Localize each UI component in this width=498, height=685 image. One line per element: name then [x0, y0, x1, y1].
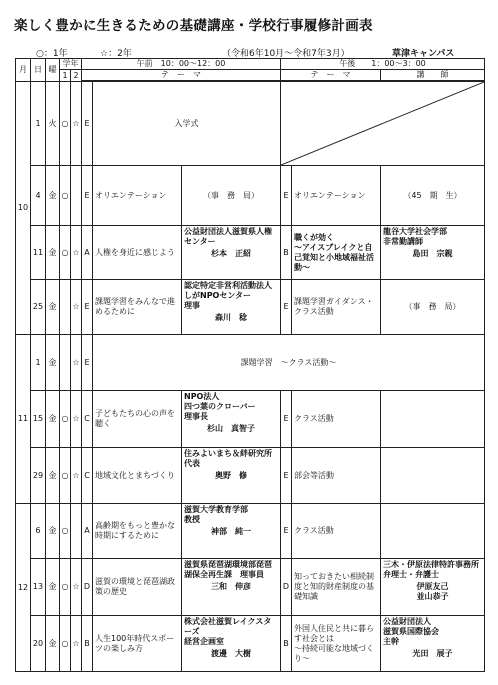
- period-range: （令和6年10月～令和7年3月）: [222, 49, 350, 59]
- table-row: [16, 616, 485, 672]
- grade2-mark: [71, 166, 82, 226]
- am-theme: 課題学習をみんなで進めるために: [93, 280, 182, 335]
- legend-year1: ○：1年: [36, 49, 68, 59]
- grade2-mark: ☆: [71, 82, 82, 166]
- pm-theme: クラス活動: [292, 391, 381, 448]
- pm-theme: 職くが効く ～アイスブレイクと自己覚知と小地域福祉活動～: [292, 226, 381, 280]
- lecturer-name: 伊原友己 並山恭子: [416, 582, 449, 601]
- category-code: E: [82, 166, 93, 226]
- pm-lecturer: [381, 448, 485, 504]
- weekday-cell: 金: [46, 166, 60, 226]
- empty-diagonal-cell: [281, 82, 485, 166]
- lecturer-org: 龍谷大学社会学部 非常勤講師: [383, 227, 447, 246]
- day-cell: 1: [31, 82, 46, 166]
- header-am: 午前 10：00～12：00: [82, 59, 281, 70]
- pm-lecturer: [381, 391, 485, 448]
- weekday-cell: 金: [46, 280, 60, 335]
- pm-lecturer: [381, 616, 485, 672]
- am-theme: 高齢期をもっと豊かな時期にするために: [93, 504, 182, 559]
- category-code: E: [82, 280, 93, 335]
- am-theme: 滋賀の環境と琵琶湖政策の歴史: [93, 559, 182, 616]
- lecturer-name: 三和 伸彦: [211, 582, 251, 591]
- header-am-theme: テ ー マ: [82, 70, 281, 81]
- table-row: [16, 82, 485, 166]
- grade2-mark: ☆: [71, 616, 82, 672]
- event-span: 入学式: [93, 82, 281, 166]
- category-code: C: [82, 391, 93, 448]
- grade2-mark: ☆: [71, 559, 82, 616]
- am-lecturer: [182, 280, 281, 335]
- table-row: [16, 335, 485, 391]
- lecturer-org: 滋賀大学教育学部 教授: [184, 505, 248, 524]
- category-code: D: [82, 559, 93, 616]
- category-code: B: [281, 616, 292, 672]
- category-code: E: [281, 448, 292, 504]
- day-cell: 4: [31, 166, 46, 226]
- lecturer-org: 公益財団法人滋賀県人権センター: [184, 227, 272, 246]
- weekday-cell: 金: [46, 448, 60, 504]
- am-lecturer: [182, 504, 281, 559]
- category-code: E: [82, 335, 93, 391]
- weekday-cell: 金: [46, 226, 60, 280]
- grade1-mark: ○: [60, 504, 71, 559]
- pm-lecturer: [381, 504, 485, 559]
- category-code: C: [82, 448, 93, 504]
- lecturer-name: 杉本 正紹: [211, 249, 251, 258]
- category-code: E: [281, 280, 292, 335]
- header-weekday: 曜: [46, 59, 60, 82]
- weekday-cell: 金: [46, 335, 60, 391]
- weekday-cell: 金: [46, 559, 60, 616]
- pm-lecturer: （45 期 生）: [381, 166, 485, 226]
- grade1-mark: ○: [60, 226, 71, 280]
- category-code: E: [82, 82, 93, 166]
- lecturer-org: NPO法人 四つ葉のクローバー 理事長: [184, 392, 256, 421]
- grade2-mark: ☆: [71, 448, 82, 504]
- category-code: B: [281, 226, 292, 280]
- lecturer-name: 渡邊 大樹: [211, 649, 251, 658]
- grade2-mark: [71, 504, 82, 559]
- am-lecturer: [182, 448, 281, 504]
- lecturer-org: 株式会社滋賀レイクスターズ 経営企画室: [184, 617, 272, 646]
- legend-year2: ☆：2年: [100, 49, 132, 59]
- pm-lecturer: （事 務 局）: [381, 280, 485, 335]
- event-span: 課題学習 ～クラス活動～: [93, 335, 485, 391]
- pm-theme: オリエンテーション: [292, 166, 381, 226]
- am-lecturer: （事 務 局）: [182, 166, 281, 226]
- day-cell: 6: [31, 504, 46, 559]
- pm-lecturer: [381, 226, 485, 280]
- month-label: 11: [16, 335, 31, 504]
- pm-lecturer: [381, 559, 485, 616]
- category-code: E: [281, 504, 292, 559]
- table-row: [16, 166, 485, 226]
- campus-name: 草津キャンパス: [392, 49, 455, 59]
- lecturer-name: 森川 稔: [215, 313, 247, 322]
- category-code: E: [281, 166, 292, 226]
- pm-theme: 課題学習ガイダンス・クラス活動: [292, 280, 381, 335]
- day-cell: 13: [31, 559, 46, 616]
- grade1-mark: [60, 280, 71, 335]
- lecturer-name: 奥野 修: [215, 471, 247, 480]
- weekday-cell: 火: [46, 82, 60, 166]
- month-label: 10: [16, 82, 31, 335]
- table-row: [16, 559, 485, 616]
- day-cell: 29: [31, 448, 46, 504]
- am-lecturer: [182, 616, 281, 672]
- day-cell: 25: [31, 280, 46, 335]
- category-code: A: [82, 226, 93, 280]
- lecturer-name: 光田 展子: [412, 649, 453, 658]
- lecturer-org: 住みよいまち＆絆研究所 代表: [184, 449, 272, 468]
- grade2-mark: ☆: [71, 391, 82, 448]
- lecturer-name: 杉山 真智子: [207, 424, 255, 433]
- category-code: D: [281, 559, 292, 616]
- grade1-mark: ○: [60, 559, 71, 616]
- grade1-mark: ○: [60, 616, 71, 672]
- day-cell: 11: [31, 226, 46, 280]
- grade1-mark: ○: [60, 448, 71, 504]
- am-theme: 子どもたちの心の声を聴く: [93, 391, 182, 448]
- am-lecturer: [182, 226, 281, 280]
- lecturer-org: 三木・伊原法律特許事務所 弁理士・弁護士: [383, 560, 479, 579]
- table-row: [16, 448, 485, 504]
- header-day: 日: [31, 59, 46, 82]
- am-theme: 地域文化とまちづくり: [93, 448, 182, 504]
- pm-theme: クラス活動: [292, 504, 381, 559]
- header-grade: 学年: [60, 59, 82, 70]
- table-row: [16, 391, 485, 448]
- lecturer-name: 島田 宗親: [412, 249, 453, 258]
- grade2-mark: ☆: [71, 226, 82, 280]
- header-grade-2: 2: [71, 70, 82, 82]
- header-month: 月: [16, 59, 31, 82]
- pm-theme: 知っておきたい相続制度と知的財産制度の基礎知識: [292, 559, 381, 616]
- lecturer-org: 認定特定非営利活動法人 しがNPOセンター 理事: [184, 281, 272, 310]
- day-cell: 15: [31, 391, 46, 448]
- weekday-cell: 金: [46, 616, 60, 672]
- lecturer-org: 公益財団法人 滋賀県国際協会 主幹: [383, 617, 439, 646]
- header-grade-1: 1: [60, 70, 71, 82]
- lecturer-org: 滋賀県琵琶湖環境部琵琶湖保全再生課 理事員: [184, 560, 272, 579]
- pm-theme: 外国人住民と共に暮らす社会とは ～持続可能な地域づくり～: [292, 616, 381, 672]
- am-lecturer: [182, 391, 281, 448]
- am-lecturer: [182, 559, 281, 616]
- header-pm: 午後 1：00～3：00: [281, 59, 485, 70]
- pm-theme: 部会等活動: [292, 448, 381, 504]
- weekday-cell: 金: [46, 504, 60, 559]
- table-row: [16, 226, 485, 280]
- category-code: A: [82, 504, 93, 559]
- category-code: E: [281, 391, 292, 448]
- month-label: 12: [16, 504, 31, 672]
- schedule-table: [15, 58, 485, 672]
- grade1-mark: ○: [60, 82, 71, 166]
- table-row: [16, 504, 485, 559]
- grade1-mark: [60, 335, 71, 391]
- header-lecturer: 講 師: [381, 70, 485, 81]
- weekday-cell: 金: [46, 391, 60, 448]
- am-theme: 人生100年時代スポーツの楽しみ方: [93, 616, 182, 672]
- grade1-mark: ○: [60, 166, 71, 226]
- am-theme: 人権を身近に感じよう: [93, 226, 182, 280]
- day-cell: 1: [31, 335, 46, 391]
- grade2-mark: ☆: [71, 280, 82, 335]
- page-title: 楽しく豊かに生きるための基礎講座・学校行事履修計画表: [14, 18, 373, 34]
- am-theme: オリエンテーション: [93, 166, 182, 226]
- grade2-mark: ☆: [71, 335, 82, 391]
- grade1-mark: ○: [60, 391, 71, 448]
- table-row: [16, 280, 485, 335]
- header-pm-theme: テ ー マ: [281, 70, 381, 81]
- category-code: B: [82, 616, 93, 672]
- lecturer-name: 神部 純一: [211, 527, 251, 536]
- day-cell: 20: [31, 616, 46, 672]
